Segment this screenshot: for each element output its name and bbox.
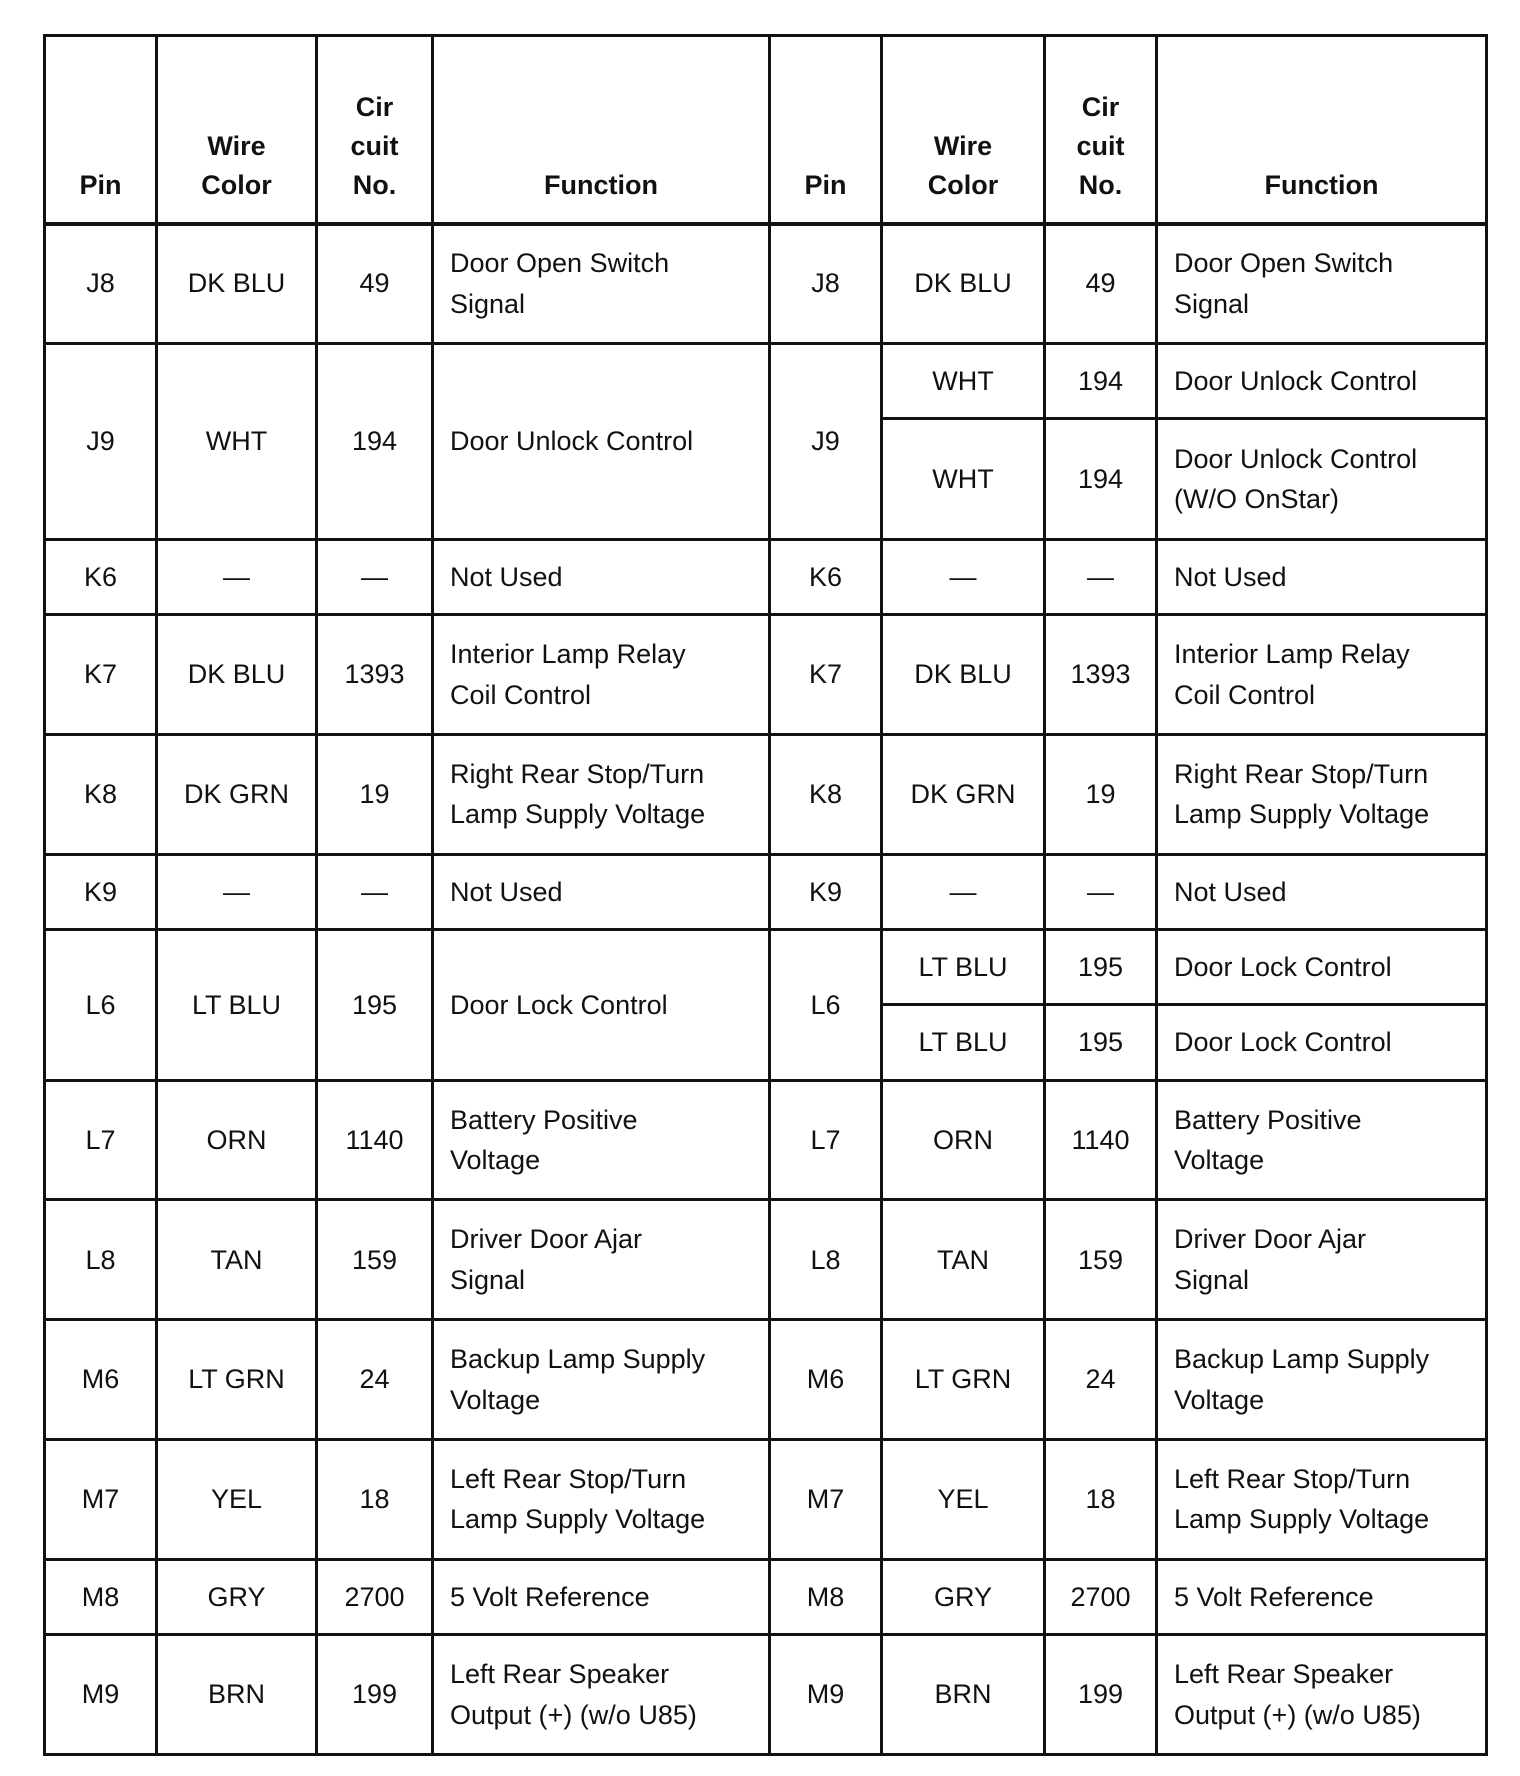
right-wire-color-cell: WHT (882, 343, 1045, 418)
right-pin-cell: M6 (770, 1320, 882, 1440)
function-line: Door Unlock Control (1174, 365, 1418, 396)
left-circuit-cell: 159 (317, 1200, 433, 1320)
table-header (45, 36, 1487, 224)
left-pin-cell: J8 (45, 224, 157, 344)
left-function-cell (433, 735, 770, 855)
left-pin-cell: L6 (45, 930, 157, 1081)
left-function-cell (433, 1200, 770, 1320)
header-left-circuit-no (317, 36, 433, 224)
header-right-function (1157, 36, 1487, 224)
right-pin-cell: L8 (770, 1200, 882, 1320)
function-line: Backup Lamp Supply (1174, 1344, 1430, 1375)
left-circuit-cell: 1393 (317, 615, 433, 735)
left-wire-color-cell: YEL (157, 1440, 317, 1560)
left-circuit-cell: 19 (317, 735, 433, 855)
left-circuit-cell: 2700 (317, 1559, 433, 1634)
left-circuit-cell: 195 (317, 930, 433, 1081)
left-wire-color-cell: DK BLU (157, 615, 317, 735)
header-right-wire-color (882, 36, 1045, 224)
function-line: Not Used (1174, 876, 1287, 907)
table-row (45, 1635, 1487, 1755)
right-function-cell (1157, 1200, 1487, 1320)
header-row (45, 36, 1487, 224)
function-line: Door Open Switch (1174, 248, 1394, 279)
function-line: Backup Lamp Supply (450, 1344, 706, 1375)
function-line: (W/O OnStar) (1174, 484, 1340, 515)
function-line: 5 Volt Reference (450, 1581, 650, 1612)
header-left-pin (45, 36, 157, 224)
left-function-cell (433, 539, 770, 614)
left-circuit-cell: — (317, 539, 433, 614)
left-function-cell (433, 930, 770, 1081)
table-row (45, 1200, 1487, 1320)
right-circuit-cell: 18 (1045, 1440, 1157, 1560)
right-function-cell (1157, 854, 1487, 929)
header-text-line: cuit (1076, 131, 1125, 162)
header-text-line: No. (352, 170, 397, 201)
left-function-cell (433, 1440, 770, 1560)
header-text-line: Function (544, 170, 658, 201)
right-circuit-cell: 199 (1045, 1635, 1157, 1755)
right-circuit-cell: 1393 (1045, 615, 1157, 735)
right-pin-cell: M7 (770, 1440, 882, 1560)
header-text-line: Color (927, 170, 999, 201)
function-line: Right Rear Stop/Turn (1174, 758, 1429, 789)
left-circuit-cell: 24 (317, 1320, 433, 1440)
right-function-cell (1157, 1080, 1487, 1200)
header-text-line: cuit (350, 131, 399, 162)
function-line: Signal (1174, 288, 1250, 319)
right-function-cell (1157, 1320, 1487, 1440)
right-wire-color-cell: TAN (882, 1200, 1045, 1320)
pin-table (43, 34, 1488, 1756)
right-wire-color-cell: YEL (882, 1440, 1045, 1560)
right-circuit-cell: 1140 (1045, 1080, 1157, 1200)
left-circuit-cell: 1140 (317, 1080, 433, 1200)
left-function-cell (433, 1635, 770, 1755)
table-row (45, 539, 1487, 614)
left-pin-cell: K9 (45, 854, 157, 929)
right-circuit-cell: 2700 (1045, 1559, 1157, 1634)
table-row (45, 930, 1487, 1005)
header-text-line: Wire (207, 131, 266, 162)
right-pin-cell: J8 (770, 224, 882, 344)
right-function-cell (1157, 615, 1487, 735)
left-pin-cell: M6 (45, 1320, 157, 1440)
left-pin-cell: K6 (45, 539, 157, 614)
left-function-cell (433, 343, 770, 539)
function-line: Voltage (1174, 1384, 1265, 1415)
left-wire-color-cell: TAN (157, 1200, 317, 1320)
right-pin-cell: J9 (770, 343, 882, 539)
table-row (45, 343, 1487, 418)
left-function-cell (433, 615, 770, 735)
left-wire-color-cell: — (157, 854, 317, 929)
function-line: Battery Positive (1174, 1104, 1362, 1135)
right-circuit-cell: — (1045, 854, 1157, 929)
table-row (45, 1559, 1487, 1634)
function-line: Left Rear Stop/Turn (1174, 1463, 1411, 1494)
function-line: Door Lock Control (450, 989, 668, 1020)
left-wire-color-cell: BRN (157, 1635, 317, 1755)
table-row (45, 224, 1487, 344)
left-circuit-cell: 199 (317, 1635, 433, 1755)
right-wire-color-cell: DK GRN (882, 735, 1045, 855)
function-line: Not Used (450, 876, 563, 907)
table-row (45, 735, 1487, 855)
function-line: Coil Control (1174, 679, 1316, 710)
function-line: Door Unlock Control (450, 426, 694, 457)
function-line: Interior Lamp Relay (450, 639, 686, 670)
right-wire-color-cell: BRN (882, 1635, 1045, 1755)
header-text-line: Cir (355, 92, 394, 123)
function-line: Voltage (450, 1145, 541, 1176)
right-pin-cell: K8 (770, 735, 882, 855)
function-line: Battery Positive (450, 1104, 638, 1135)
header-text-line: Color (201, 170, 272, 201)
table-row (45, 1080, 1487, 1200)
function-line: Door Lock Control (1174, 1027, 1392, 1058)
header-text-line: Function (1264, 170, 1379, 201)
function-line: Lamp Supply Voltage (1174, 1504, 1430, 1535)
left-wire-color-cell: LT BLU (157, 930, 317, 1081)
header-left-function (433, 36, 770, 224)
right-function-cell (1157, 735, 1487, 855)
right-wire-color-cell: DK BLU (882, 224, 1045, 344)
function-line: Driver Door Ajar (1174, 1224, 1367, 1255)
right-pin-cell: M8 (770, 1559, 882, 1634)
function-line: Signal (450, 288, 526, 319)
header-left-wire-color (157, 36, 317, 224)
left-pin-cell: M8 (45, 1559, 157, 1634)
left-pin-cell: L7 (45, 1080, 157, 1200)
function-line: Not Used (1174, 561, 1287, 592)
left-pin-cell: M7 (45, 1440, 157, 1560)
left-circuit-cell: 194 (317, 343, 433, 539)
right-pin-cell: M9 (770, 1635, 882, 1755)
right-function-cell (1157, 419, 1487, 540)
right-function-cell (1157, 1559, 1487, 1634)
function-line: Not Used (450, 561, 563, 592)
right-circuit-cell: 49 (1045, 224, 1157, 344)
left-pin-cell: K8 (45, 735, 157, 855)
right-circuit-cell: 159 (1045, 1200, 1157, 1320)
header-right-circuit-no (1045, 36, 1157, 224)
left-wire-color-cell: DK BLU (157, 224, 317, 344)
right-wire-color-cell: LT BLU (882, 1005, 1045, 1080)
left-pin-cell: J9 (45, 343, 157, 539)
left-wire-color-cell: DK GRN (157, 735, 317, 855)
right-function-cell (1157, 224, 1487, 344)
function-line: Left Rear Speaker (1174, 1659, 1394, 1690)
function-line: Voltage (1174, 1145, 1265, 1176)
right-wire-color-cell: LT BLU (882, 930, 1045, 1005)
right-pin-cell: L6 (770, 930, 882, 1081)
function-line: Door Lock Control (1174, 952, 1392, 982)
left-pin-cell: L8 (45, 1200, 157, 1320)
right-function-cell (1157, 1635, 1487, 1755)
table-body (45, 224, 1487, 1755)
right-wire-color-cell: DK BLU (882, 615, 1045, 735)
right-pin-cell: K6 (770, 539, 882, 614)
right-wire-color-cell: — (882, 854, 1045, 929)
function-line: Door Unlock Control (1174, 443, 1418, 474)
left-pin-cell: M9 (45, 1635, 157, 1755)
function-line: Left Rear Speaker (450, 1659, 670, 1690)
right-circuit-cell: 19 (1045, 735, 1157, 855)
right-function-cell (1157, 1005, 1487, 1080)
header-text-line: Wire (933, 131, 993, 162)
right-wire-color-cell: ORN (882, 1080, 1045, 1200)
function-line: Left Rear Stop/Turn (450, 1463, 687, 1494)
right-circuit-cell: 195 (1045, 1005, 1157, 1080)
table-row (45, 854, 1487, 929)
function-line: Coil Control (450, 679, 592, 710)
function-line: Signal (1174, 1264, 1250, 1295)
table-row (45, 1440, 1487, 1560)
table-row (45, 1320, 1487, 1440)
function-line: Driver Door Ajar (450, 1224, 643, 1255)
function-line: Signal (450, 1264, 526, 1295)
right-circuit-cell: 24 (1045, 1320, 1157, 1440)
left-wire-color-cell: WHT (157, 343, 317, 539)
left-pin-cell: K7 (45, 615, 157, 735)
function-line: 5 Volt Reference (1174, 1581, 1374, 1612)
function-line: Output (+) (w/o U85) (1174, 1699, 1421, 1730)
left-circuit-cell: — (317, 854, 433, 929)
left-wire-color-cell: — (157, 539, 317, 614)
right-function-cell (1157, 1440, 1487, 1560)
right-function-cell (1157, 930, 1487, 1005)
left-function-cell (433, 1559, 770, 1634)
function-line: Lamp Supply Voltage (450, 799, 706, 830)
left-wire-color-cell: ORN (157, 1080, 317, 1200)
function-line: Door Open Switch (450, 248, 670, 279)
left-function-cell (433, 854, 770, 929)
header-text-line: Pin (804, 170, 847, 201)
left-wire-color-cell: LT GRN (157, 1320, 317, 1440)
right-pin-cell: K7 (770, 615, 882, 735)
function-line: Lamp Supply Voltage (1174, 799, 1430, 830)
right-circuit-cell: — (1045, 539, 1157, 614)
left-function-cell (433, 1080, 770, 1200)
left-function-cell (433, 224, 770, 344)
function-line: Output (+) (w/o U85) (450, 1699, 697, 1730)
right-wire-color-cell: WHT (882, 419, 1045, 540)
left-circuit-cell: 18 (317, 1440, 433, 1560)
header-text-line: No. (1078, 170, 1123, 201)
right-circuit-cell: 195 (1045, 930, 1157, 1005)
right-circuit-cell: 194 (1045, 343, 1157, 418)
left-function-cell (433, 1320, 770, 1440)
right-pin-cell: K9 (770, 854, 882, 929)
function-line: Lamp Supply Voltage (450, 1504, 706, 1535)
header-text-line: Pin (79, 170, 122, 201)
right-wire-color-cell: GRY (882, 1559, 1045, 1634)
left-wire-color-cell: GRY (157, 1559, 317, 1634)
right-wire-color-cell: LT GRN (882, 1320, 1045, 1440)
header-right-pin (770, 36, 882, 224)
header-text-line: Cir (1081, 92, 1120, 123)
right-pin-cell: L7 (770, 1080, 882, 1200)
right-wire-color-cell: — (882, 539, 1045, 614)
right-circuit-cell: 194 (1045, 419, 1157, 540)
function-line: Right Rear Stop/Turn (450, 758, 705, 789)
function-line: Interior Lamp Relay (1174, 639, 1410, 670)
right-function-cell (1157, 539, 1487, 614)
function-line: Voltage (450, 1384, 541, 1415)
right-function-cell (1157, 343, 1487, 418)
table-row (45, 615, 1487, 735)
left-circuit-cell: 49 (317, 224, 433, 344)
